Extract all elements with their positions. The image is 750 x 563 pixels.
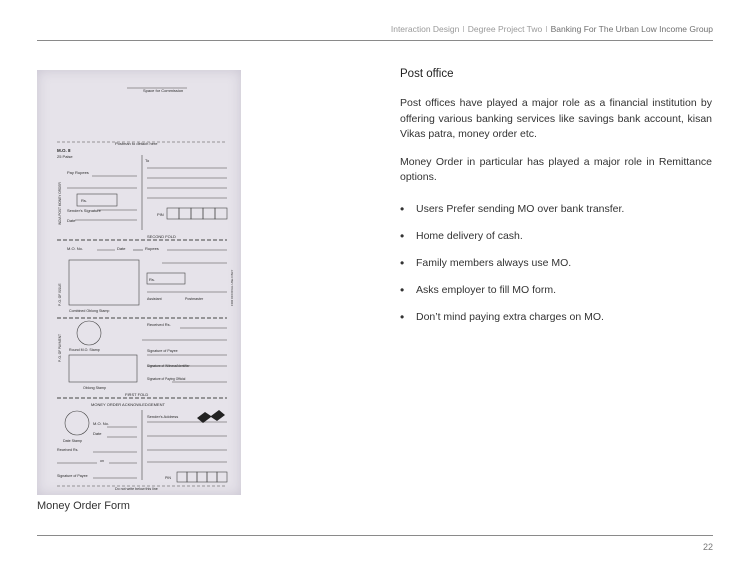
form-side-label-3: P. O. OF PAYMENT (58, 334, 62, 362)
form-on: on (100, 459, 104, 463)
form-mo-no: M.O. No. (67, 246, 84, 251)
form-side-label-right: FOR OFFICIAL USE ONLY (230, 269, 234, 306)
form-footer-note: Do not write below this line (115, 487, 158, 491)
form-combined-stamp: Combined Oblong Stamp (69, 309, 110, 313)
form-signature-official: Signature of Paying Official (147, 377, 186, 381)
form-side-label-2: P. O. OF ISSUE (58, 283, 62, 306)
form-date: Date (67, 218, 76, 223)
money-order-form-photo (37, 70, 241, 495)
india-post-logo (197, 410, 225, 423)
form-ack-date: Date (93, 431, 102, 436)
form-rs: Rs. (81, 198, 87, 203)
findings-list-item: • Users Prefer sending MO over bank transfer. (400, 202, 712, 216)
form-acknowledgement: MONEY ORDER ACKNOWLEDGEMENT (91, 402, 165, 407)
section-paragraph: Money Order in particular has played a major role in Remittance options. (400, 155, 712, 183)
findings-list-item: • Don’t mind paying extra charges on MO. (400, 310, 712, 324)
form-date-stamp: Date Stamp (63, 439, 82, 443)
findings-list-item: • Family members always use MO. (400, 256, 712, 270)
section-title: Post office (400, 68, 454, 80)
form-signature-witness: Signature of Witness/Identifier (147, 364, 190, 368)
form-top-note: Space for Commission (143, 88, 184, 93)
form-price: 25 Paise (57, 154, 73, 159)
form-pin-2: PIN (165, 476, 171, 480)
form-to-label: To (145, 158, 150, 163)
form-code: M.O. 8 (57, 148, 71, 153)
form-first-fold: FIRST FOLD (125, 392, 149, 397)
running-header (391, 24, 713, 34)
form-senders-address: Sender's Address (147, 414, 179, 419)
page-number: 22 (702, 542, 713, 552)
findings-list-item: • Home delivery of cash. (400, 229, 712, 243)
breadcrumb-separator: I (462, 24, 465, 34)
findings-list-item: • Asks employer to fill MO form. (400, 283, 712, 297)
form-oblong-stamp: Oblong Stamp (83, 386, 106, 390)
form-rupees: Rupees (145, 246, 159, 251)
form-ack-mo-no: M.O. No. (93, 421, 110, 426)
footer-divider (37, 535, 713, 536)
form-assistant: Assistant (147, 297, 162, 301)
form-round-stamp: Round M.O. Stamp (69, 348, 100, 352)
form-perforation-label: Postman to detach here (115, 141, 158, 146)
form-received-rs-2: Received Rs. (57, 448, 79, 452)
findings-list (400, 202, 712, 324)
form-pay-rupees: Pay Rupees (67, 170, 89, 175)
section-paragraph: Post offices have played a major role as a financial institution by offering various banking services like savings bank account, kisan Vikas patra, money order etc. (400, 97, 712, 140)
form-date-2: Date (117, 246, 126, 251)
form-rs-box: Rs. (149, 277, 155, 282)
form-postmaster: Postmaster (185, 297, 204, 301)
header-divider (37, 40, 713, 41)
post-office-section (400, 68, 712, 337)
form-received-rs: Received Rs. (147, 322, 171, 327)
form-signature-payee: Signature of Payee (147, 349, 178, 353)
form-pin: PIN (157, 212, 164, 217)
form-senders-signature: Sender's Signature (67, 208, 101, 213)
form-side-label-1: INDIA POST MONEY ORDER (58, 182, 62, 225)
breadcrumb-degree-project: Degree Project Two (467, 24, 543, 34)
breadcrumb-interaction-design: Interaction Design (390, 24, 460, 34)
breadcrumb-current: Banking For The Urban Low Income Group (550, 24, 713, 34)
form-second-fold: SECOND FOLD (147, 234, 176, 239)
money-order-form-drawing (37, 70, 241, 495)
figure-caption: Money Order Form (37, 500, 130, 512)
form-signature-payee-2: Signature of Payee (57, 474, 88, 478)
breadcrumb-separator: I (545, 24, 548, 34)
